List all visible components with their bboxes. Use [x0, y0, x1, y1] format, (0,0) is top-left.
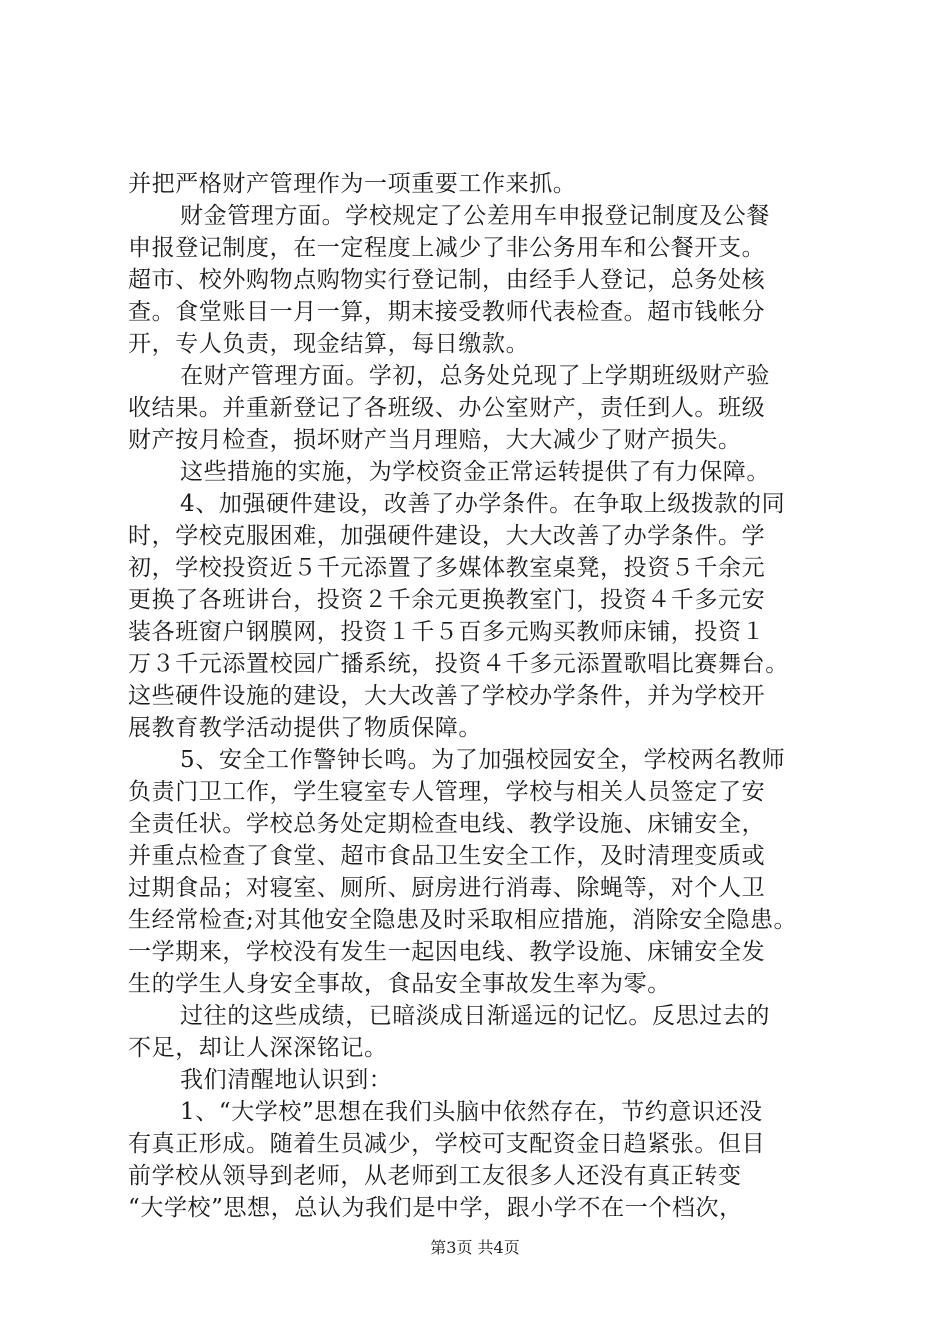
text-line: 不足，却让人深深铭记。 — [128, 1035, 388, 1061]
paragraph-first-line: 4、加强硬件建设，改善了办学条件。在争取上级拨款的同 — [180, 491, 786, 517]
paragraph-first-line: 财金管理方面。学校规定了公差用车申报登记制度及公餐 — [180, 203, 770, 229]
text-line: 一学期来，学校没有发生一起因电线、教学设施、床铺安全发 — [128, 939, 766, 965]
text-line: 负责门卫工作，学生寝室专人管理，学校与相关人员签定了安 — [128, 779, 766, 805]
text-line: 生经常检查;对其他安全隐患及时采取相应措施，消除安全隐患。 — [128, 907, 798, 933]
document-body — [128, 168, 833, 1224]
paragraph-first-line: 我们清醒地认识到： — [180, 1067, 393, 1093]
paragraph-first-line: 1、“大学校”思想在我们头脑中依然存在，节约意识还没 — [180, 1099, 763, 1125]
text-line: 申报登记制度，在一定程度上减少了非公务用车和公餐开支。 — [128, 235, 766, 261]
text-line: 这些硬件设施的建设，大大改善了学校办学条件，并为学校开 — [128, 683, 766, 709]
text-line: 前学校从领导到老师，从老师到工友很多人还没有真正转变 — [128, 1163, 742, 1189]
text-line: 开，专人负责，现金结算，每日缴款。 — [128, 331, 530, 357]
paragraph-first-line: 5、安全工作警钟长鸣。为了加强校园安全，学校两名教师 — [180, 747, 786, 773]
paragraph-first-line: 过往的这些成绩，已暗淡成日渐遥远的记忆。反思过去的 — [180, 1003, 770, 1029]
text-line: 展教育教学活动提供了物质保障。 — [128, 715, 482, 741]
text-line: 时，学校克服困难，加强硬件建设，大大改善了办学条件。学 — [128, 523, 766, 549]
paragraph-first-line: 这些措施的实施，为学校资金正常运转提供了有力保障。 — [180, 459, 770, 485]
text-line: 装各班窗户钢膜网，投资１千５百多元购买教师床铺，投资１ — [128, 619, 766, 645]
text-line: 超市、校外购物点购物实行登记制，由经手人登记，总务处核 — [128, 267, 766, 293]
text-line: 有真正形成。随着生员减少，学校可支配资金日趋紧张。但目 — [128, 1131, 766, 1157]
text-line: 收结果。并重新登记了各班级、办公室财产，责任到人。班级 — [128, 395, 766, 421]
text-line: 查。食堂账目一月一算，期末接受教师代表检查。超市钱帐分 — [128, 299, 766, 325]
text-line: 初，学校投资近５千元添置了多媒体教室桌凳，投资５千余元 — [128, 555, 766, 581]
text-line: 万３千元添置校园广播系统，投资４千多元添置歌唱比赛舞台。 — [128, 651, 789, 677]
text-line: “大学校”思想，总认为我们是中学，跟小学不在一个档次， — [128, 1195, 743, 1221]
text-line: 并把严格财产管理作为一项重要工作来抓。 — [128, 171, 577, 197]
text-line: 生的学生人身安全事故，食品安全事故发生率为零。 — [128, 971, 671, 997]
text-line: 过期食品；对寝室、厕所、厨房进行消毒、除蝇等，对个人卫 — [128, 875, 766, 901]
page-number-footer: 第3页 共4页 — [430, 1238, 520, 1257]
text-line: 并重点检查了食堂、超市食品卫生安全工作，及时清理变质或 — [128, 843, 766, 869]
text-line: 财产按月检查，损坏财产当月理赔，大大减少了财产损失。 — [128, 427, 742, 453]
paragraph-first-line: 在财产管理方面。学初，总务处兑现了上学期班级财产验 — [180, 363, 770, 389]
text-line: 全责任状。学校总务处定期检查电线、教学设施、床铺安全， — [128, 811, 766, 837]
text-line: 更换了各班讲台，投资２千余元更换教室门，投资４千多元安 — [128, 587, 766, 613]
